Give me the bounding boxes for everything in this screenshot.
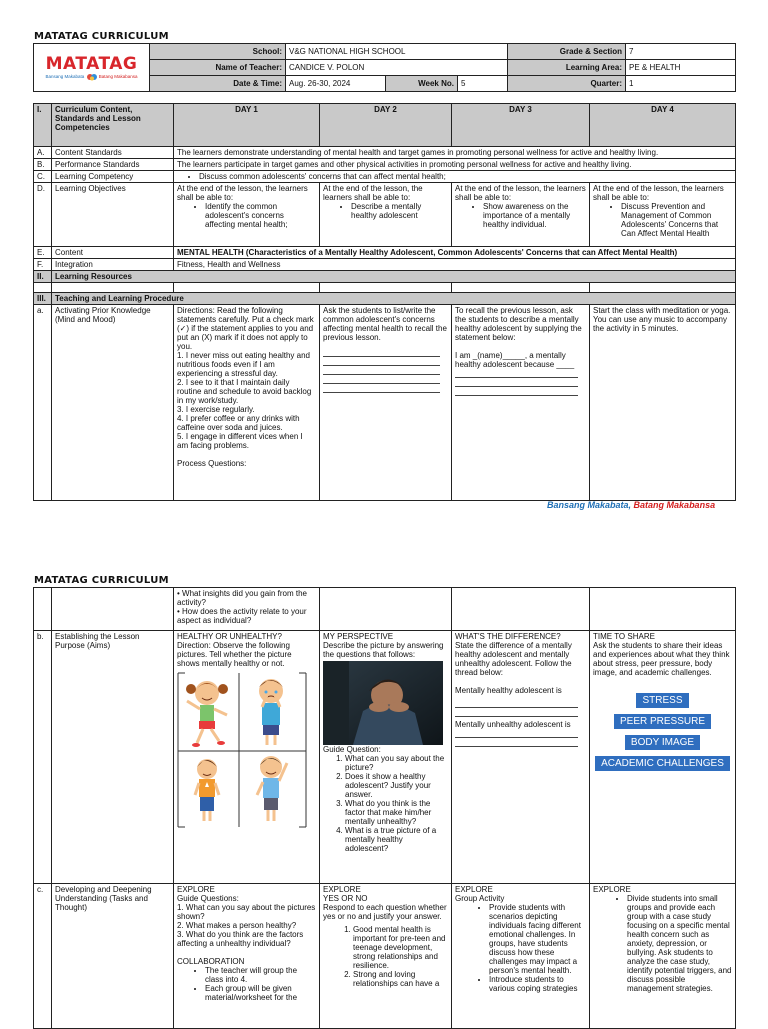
- objectives-day4: At the end of the lesson, the learners shall be able to: • Discuss Prevention and Management of Common Adolescents' Concerns that Can Affect Mental Health: [590, 183, 736, 247]
- row-f-number: F.: [34, 259, 52, 271]
- crying-boy-icon: [259, 679, 283, 745]
- day2-header: DAY 2: [320, 104, 452, 147]
- row-ta-number: a.: [34, 305, 52, 501]
- sad-teen-photo: [323, 661, 443, 745]
- row-e-label: Content: [52, 247, 174, 259]
- day1-header: DAY 1: [174, 104, 320, 147]
- answer-line: [323, 384, 440, 393]
- matatag-logo: MATATAG Bansang Makabata Batang Makabansa: [34, 44, 150, 92]
- process-questions-continued: • What insights did you gain from the activity? • How does the activity relate to your aspect as individual?: [174, 588, 320, 631]
- stress-tag: STRESS: [636, 693, 688, 708]
- academic-challenges-tag: ACADEMIC CHALLENGES: [595, 756, 730, 771]
- objectives-day3: At the end of the lesson, the learners shall be able to: • Show awareness on the importance of a mentally healthy individual.: [452, 183, 590, 247]
- row-d-label: Learning Objectives: [52, 183, 174, 247]
- row-a-number: A.: [34, 147, 52, 159]
- section-1-title: Curriculum Content, Standards and Lesson Competencies: [52, 104, 174, 147]
- answer-line: [323, 366, 440, 375]
- lesson-plan-table-continued: [33, 587, 736, 1029]
- day4-header: DAY 4: [590, 104, 736, 147]
- activating-day1: Directions: Read the following statements carefully. Put a check mark (✓) if the statement applies to you and put an (X) mark if it does not apply to you. 1. I never miss out eating healthy and nutritious foods even if I am experiencing a stressful day. 2. I see to it that I maintain daily routine and schedule to avoid backlog in my work/study. 3. I exercise regularly. 4. I prefer coffee or any drinks with caffeine over soda and juices. 5. I engage in different vices when I am facing problems. Process Questions:: [174, 305, 320, 501]
- row-f-label: Integration: [52, 259, 174, 271]
- row-b-number: B.: [34, 159, 52, 171]
- row-ta-label: Activating Prior Knowledge (Mind and Mood): [52, 305, 174, 501]
- answer-line: [323, 357, 440, 366]
- developing-day3: EXPLORE Group Activity • Provide students with scenarios depicting individuals facing different emotional challenges. In groups, have students discuss how these challenges may impact a person's mental health. • Introduce students to various coping strategies: [452, 884, 590, 1029]
- body-image-tag: BODY IMAGE: [625, 735, 700, 750]
- answer-line: [455, 387, 578, 396]
- aims-day3: WHAT'S THE DIFFERENCE? State the difference of a mentally healthy adolescent and mentally unhealthy adolescent. Follow the thread below: Mentally healthy adolescent is Mentally unhealthy adolescent is: [452, 631, 590, 884]
- developing-day2: EXPLORE YES OR NO Respond to each question whether yes or no and justify your answer. 1. Good mental health is important for pre-teen and teenage development, strong relationships and resilience. 2. Strong and loving relationships can have a: [320, 884, 452, 1029]
- answer-line: [455, 708, 578, 717]
- developing-day4: EXPLORE • Divide students into small groups and provide each group with a case study focusing on a specific mental health concern such as anxiety, depression, or bullying. Ask students to analyze the case study, identify potential triggers, and discuss possible management strategies.: [590, 884, 736, 1029]
- peer-pressure-tag: PEER PRESSURE: [614, 714, 711, 729]
- quarter-value: 1: [626, 76, 736, 92]
- school-value: V&G NATIONAL HIGH SCHOOL: [286, 44, 508, 60]
- waving-boy-icon: [257, 756, 287, 821]
- section-3-title: Teaching and Learning Procedure: [52, 293, 736, 305]
- aims-day2: MY PERSPECTIVE Describe the picture by answering the questions that follows: Guide Question: 1. What can you say about the picture? 2. Does it show a healthy adolescent? Justify your answer. 3. What do you think is the factor that make him/her mentally unhealthy? 4. What is a true picture of a mentally healthy adolescent?: [320, 631, 452, 884]
- row-c-label: Developing and Deepening Understanding (Tasks and Thought): [52, 884, 174, 1029]
- answer-line: [323, 375, 440, 384]
- section-3-number: III.: [34, 293, 52, 305]
- section-1-number: I.: [34, 104, 52, 147]
- week-value: 5: [458, 76, 508, 92]
- row-c-number: c.: [34, 884, 52, 1029]
- answer-line: [455, 699, 578, 708]
- header-table: [33, 43, 736, 92]
- day3-header: DAY 3: [452, 104, 590, 147]
- activating-day2: Ask the students to list/write the common adolescent's concerns affecting mental health to recall the previous lesson.: [320, 305, 452, 501]
- answer-line: [455, 369, 578, 378]
- standing-boy-icon: [195, 759, 219, 821]
- quarter-label: Quarter:: [508, 76, 626, 92]
- learning-competency-text: • Discuss common adolescents' concerns that can affect mental health;: [174, 171, 736, 183]
- teacher-value: CANDICE V. POLON: [286, 60, 508, 76]
- row-d-number: D.: [34, 183, 52, 247]
- content-text: MENTAL HEALTH (Characteristics of a Mentally Healthy Adolescent, Common Adolescents' Concerns that can Affect Mental Health): [174, 247, 736, 259]
- curriculum-title: MATATAG CURRICULUM: [34, 31, 169, 42]
- performance-standards-text: The learners participate in target games and other physical activities in promoting personal wellness for active and healthy living.: [174, 159, 736, 171]
- integration-text: Fitness, Health and Wellness: [174, 259, 736, 271]
- teacher-label: Name of Teacher:: [150, 60, 286, 76]
- activating-day3: To recall the previous lesson, ask the students to describe a mentally healthy adolescent by supplying the statement below: I am _(name)_____, a mentally healthy adolescent because ____: [452, 305, 590, 501]
- row-e-number: E.: [34, 247, 52, 259]
- school-label: School:: [150, 44, 286, 60]
- objectives-day1: At the end of the lesson, the learners shall be able to: • Identify the common adolescent's concerns affecting mental health;: [174, 183, 320, 247]
- answer-line: [455, 738, 578, 747]
- aims-day4: TIME TO SHARE Ask the students to share their ideas and experiences about what they think about stress, peer pressure, body image, and academic challenges. STRESS PEER PRESSURE BODY IMAGE ACADEMIC CHALLENGES: [590, 631, 736, 884]
- curriculum-title-page2: MATATAG CURRICULUM: [34, 575, 169, 586]
- objectives-day2: At the end of the lesson, the learners shall be able to: • Describe a mentally healthy adolescent: [320, 183, 452, 247]
- row-b-number: b.: [34, 631, 52, 884]
- grade-label: Grade & Section: [508, 44, 626, 60]
- answer-line: [455, 378, 578, 387]
- grade-value: 7: [626, 44, 736, 60]
- section-2-number: II.: [34, 271, 52, 283]
- row-a-label: Content Standards: [52, 147, 174, 159]
- row-b-label: Establishing the Lesson Purpose (Aims): [52, 631, 174, 884]
- week-label: Week No.: [386, 76, 458, 92]
- section-2-title: Learning Resources: [52, 271, 736, 283]
- answer-line: [323, 348, 440, 357]
- heart-logo-icon: [86, 73, 98, 81]
- answer-line: [455, 729, 578, 738]
- kids-picture-grid: [177, 671, 307, 829]
- aims-day1: HEALTHY OR UNHEALTHY? Direction: Observe the following pictures. Tell whether the picture shows mentally healthy or not.: [174, 631, 320, 884]
- activating-day4: Start the class with meditation or yoga. You can use any music to accompany the activity in 5 minutes.: [590, 305, 736, 501]
- developing-day1: EXPLORE Guide Questions: 1. What can you say about the pictures shown? 2. What makes a person healthy? 3. What do you think are the factors affecting a unhealthy individual? COLLABORATION • The teacher will group the class into 4. • Each group will be given material/worksheet for the: [174, 884, 320, 1029]
- row-b-label: Performance Standards: [52, 159, 174, 171]
- tagline: Bansang Makabata, Batang Makabansa: [547, 500, 716, 510]
- learning-area-value: PE & HEALTH: [626, 60, 736, 76]
- learning-area-label: Learning Area:: [508, 60, 626, 76]
- content-standards-text: The learners demonstrate understanding of mental health and target games in promoting personal wellness for active and healthy living.: [174, 147, 736, 159]
- row-c-label: Learning Competency: [52, 171, 174, 183]
- happy-girl-icon: [186, 681, 228, 747]
- date-value: Aug. 26-30, 2024: [286, 76, 386, 92]
- date-label: Date & Time:: [150, 76, 286, 92]
- row-c-number: C.: [34, 171, 52, 183]
- lesson-plan-table: [33, 103, 736, 501]
